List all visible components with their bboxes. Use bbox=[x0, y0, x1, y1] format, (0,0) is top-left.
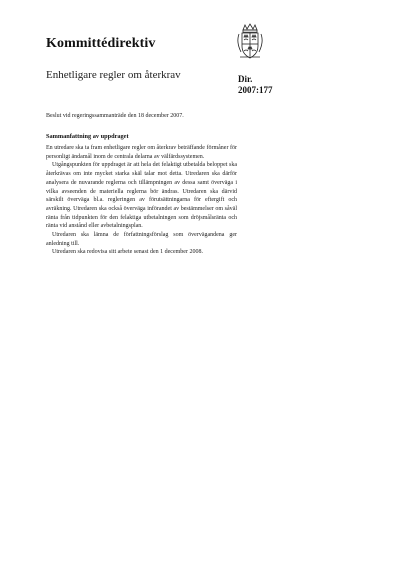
summary-heading: Sammanfattning av uppdraget bbox=[46, 133, 129, 140]
summary-paragraph: Utgångspunkten för uppdraget är att hela det felaktigt utbetalda beloppet ska återkrävas om inte mycket starka skäl talar mot detta. Utredaren ska därför analysera de nuvarande reglerna och tillämpningen av dessa samt överväga i vilka avseenden de materiella reglerna bör ändras. Utredaren ska därvid särskilt överväga bl.a. regleringen av förutsättningarna för eftergift och avräkning. Utredaren ska också överväga införandet av bestämmelser om såväl ränta från tidpunkten för den felaktiga utbetalningen som dröjsmålsränta och ränta vid anstånd eller avbetalningsplan. bbox=[46, 162, 237, 230]
decision-line: Beslut vid regeringssammanträde den 18 december 2007. bbox=[46, 113, 184, 119]
directive-label: Dir. bbox=[238, 74, 253, 84]
directive-number: 2007:177 bbox=[238, 85, 273, 95]
summary-paragraph: Utredaren ska lämna de författningsförslag som övervägandena ger anledning till. bbox=[46, 232, 237, 247]
summary-body bbox=[46, 144, 237, 257]
document-subject: Enhetligare regler om återkrav bbox=[46, 69, 181, 81]
document-type-title: Kommittédirektiv bbox=[46, 36, 156, 51]
summary-paragraph: Utredaren ska redovisa sitt arbete senast den 1 december 2008. bbox=[52, 249, 203, 256]
swedish-coat-of-arms-icon bbox=[234, 22, 266, 62]
summary-paragraph: En utredare ska ta fram enhetligare regler om återkrav beträffande förmåner för personligt ändamål inom de centrala delarna av välfärdssystemen. bbox=[46, 145, 237, 160]
